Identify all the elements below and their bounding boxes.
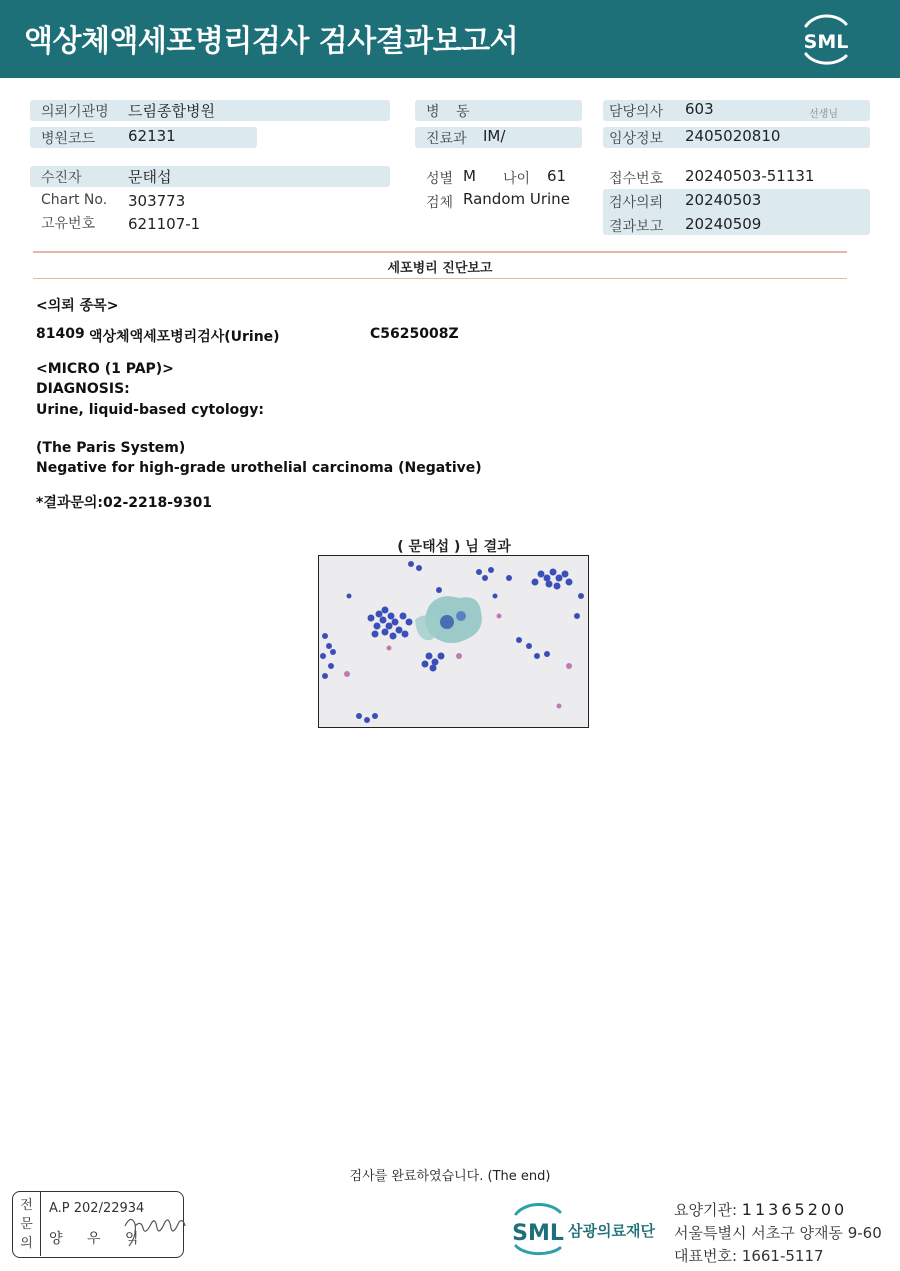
institution-code: 11365200 [741,1200,848,1219]
stamp-name: 양 우 익 [49,1231,149,1247]
diagnosis-line: Urine, liquid-based cytology: [36,402,265,418]
phone-label: 대표번호: [674,1247,738,1265]
hospital-code-value: 62131 [128,127,176,145]
hospital-code-label: 병원코드 [41,131,96,147]
clinical-info-label: 임상정보 [609,131,664,147]
receipt-no-value: 20240503-51131 [685,167,815,185]
section-divider-bottom [33,278,847,279]
doctor-label: 담당의사 [609,104,664,120]
report-header [0,0,900,78]
doctor-value: 603 [685,100,714,118]
report-date-label: 결과보고 [609,219,664,235]
phone-number: 1661-5117 [741,1247,824,1265]
diagnosis-heading: DIAGNOSIS: [36,381,130,397]
patient-value: 문태섭 [128,168,172,186]
chart-no-value: 303773 [128,192,186,210]
stamp-side-char: 전 [20,1198,33,1213]
institution-code-label: 요양기관: [674,1201,738,1219]
sml-logo-icon [796,12,856,66]
header-logo-text: SML [803,31,849,53]
department-value: IM/ [483,127,506,145]
specimen-value: Random Urine [463,190,570,208]
ward-label: 병 동 [426,104,476,120]
patient-row [30,166,390,187]
report-date-value: 20240509 [685,215,762,233]
request-date-value: 20240503 [685,191,762,209]
stamp-side-char: 의 [20,1236,33,1251]
patient-label: 수진자 [41,170,82,186]
test-name: 액상체액세포병리검사(Urine) [89,329,280,345]
age-value: 61 [547,167,567,185]
phone-line [674,1245,824,1266]
micro-heading: <MICRO (1 PAP)> [36,361,174,377]
unique-no-label: 고유번호 [41,216,96,232]
doctor-suffix: 선생님 [809,109,838,120]
report-title: 액상체액세포병리검사 검사결과보고서 [24,24,519,59]
stamp-ap-number: A.P 202/22934 [49,1201,145,1216]
age-label: 나이 [503,171,531,187]
section-title: 세포병리 진단보고 [387,261,493,276]
section-divider-top [33,251,847,253]
department-label: 진료과 [426,131,467,147]
footer-logo [510,1200,670,1258]
footer-logo-text: SML [512,1221,564,1246]
address-line: 서울특별시 서초구 양재동 9-60 [674,1224,882,1242]
inquiry-phone: *결과문의:02-2218-9301 [36,495,213,511]
request-date-label: 검사의뢰 [609,195,664,211]
signature-icon [121,1206,187,1252]
specimen-label: 검체 [426,195,454,211]
sex-label: 성별 [426,171,454,187]
receipt-no-label: 접수번호 [609,171,664,187]
pathologist-stamp [12,1191,184,1258]
cytology-microscope-image [318,555,589,728]
unique-no-value: 621107-1 [128,215,201,233]
test-id: C5625008Z [370,326,459,342]
stamp-side-label [13,1192,41,1256]
institution-label: 의뢰기관명 [41,104,109,120]
institution-value: 드림종합병원 [128,102,215,120]
institution-code-line [674,1199,847,1220]
test-code: 81409 [36,326,85,342]
clinical-info-value: 2405020810 [685,127,781,145]
sex-value: M [463,167,476,185]
end-text: 검사를 완료하였습니다. (The end) [349,1169,551,1184]
chart-no-label: Chart No. [41,192,108,208]
image-caption: ( 문태섭 ) 님 결과 [397,539,511,555]
stamp-side-char: 문 [20,1217,33,1232]
footer-org-name: 삼광의료재단 [568,1222,655,1240]
paris-system: (The Paris System) [36,440,186,456]
request-heading: <의뢰 종목> [36,298,119,314]
diagnosis-result: Negative for high-grade urothelial carcinoma (Negative) [36,460,482,476]
